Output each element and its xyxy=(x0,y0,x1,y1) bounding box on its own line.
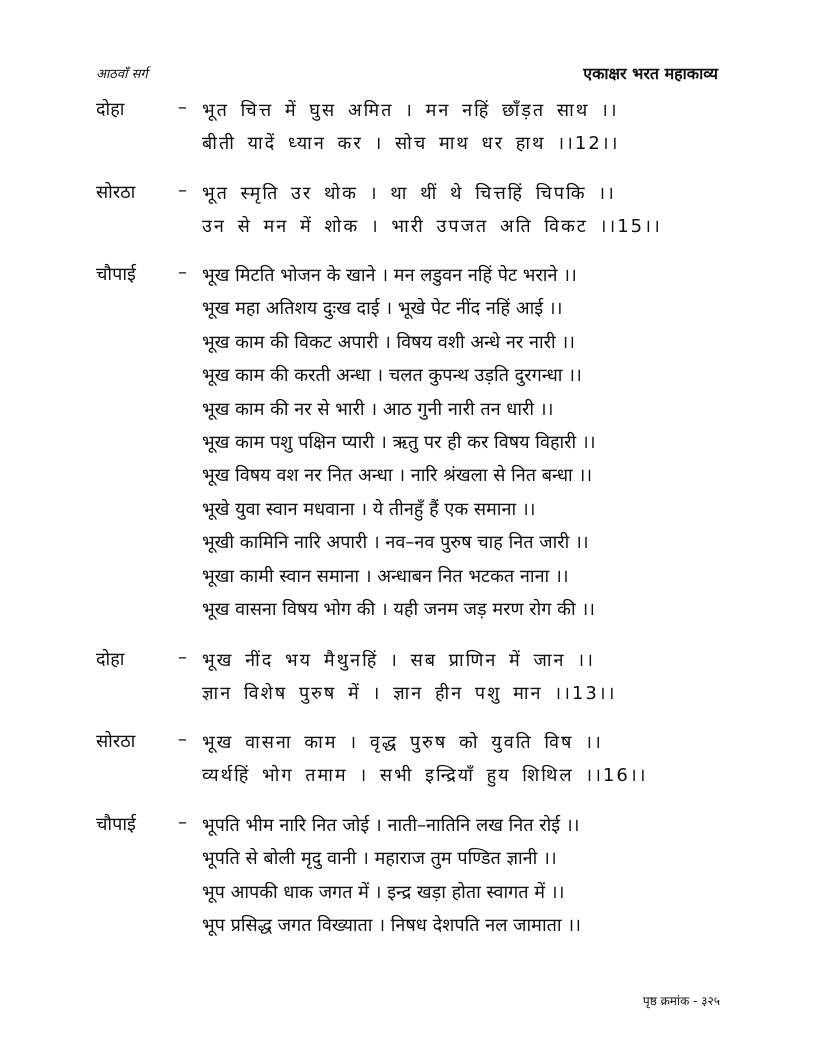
verse-type-label: चौपाई xyxy=(96,814,136,835)
verse-line: भूख काम की नर से भारी । आठ गुनी नारी तन धारी ।। xyxy=(202,398,554,420)
label-dash: – xyxy=(178,262,187,283)
verse-line: भूख काम की करती अन्धा । चलत कुपन्थ उड़ति दुरगन्धा ।। xyxy=(202,365,582,387)
label-dash: – xyxy=(178,812,187,833)
verse-type-label: चौपाई xyxy=(96,264,136,285)
book-title: एकाक्षर भरत महाकाव्य xyxy=(583,64,718,83)
label-dash: – xyxy=(178,729,187,750)
verse-lines xyxy=(202,729,720,796)
verse-line: भूख महा अतिशय दुःख दाई । भूखे पेट नींद नहिं आई ।। xyxy=(202,298,563,320)
verse-line: उन से मन में शोक । भारी उपजत अति विकट ।।15।। xyxy=(202,216,662,238)
verse-lines xyxy=(202,180,720,247)
label-dash: – xyxy=(178,97,187,118)
verse-line: भूपति से बोली मृदु वानी । महाराज तुम पण्डित ज्ञानी ।। xyxy=(202,848,557,870)
verse-line: बीती यादें ध्यान कर । सोच माथ धर हाथ ।।12।। xyxy=(202,133,620,155)
verse-type-label: दोहा xyxy=(96,649,125,670)
verse-lines xyxy=(202,262,720,629)
verse-lines xyxy=(202,647,720,714)
chapter-title: आठवाँ सर्ग xyxy=(96,67,148,82)
verse-line: भूख वासना काम । वृद्ध पुरुष को युवति विष ।। xyxy=(202,732,603,753)
verse-line: भूत स्मृति उर थोक । था थीं थे चित्तहिं चिपकि ।। xyxy=(202,183,616,204)
verse-line: भूख काम पशु पक्षिन प्यारी । ऋतु पर ही कर विषय विहारी ।। xyxy=(202,431,596,453)
verse-line: भूत चित्त में घुस अमित । मन नहिं छाँड़त साथ ।। xyxy=(202,100,619,121)
verse-lines xyxy=(202,812,720,946)
verse-line: भूपति भीम नारि नित जोई । नाती–नातिनि लख नित रोई ।। xyxy=(202,815,580,836)
verse-line: भूप आपकी धाक जगत में । इन्द्र खड़ा होता स्वागत में ।। xyxy=(202,881,565,903)
verse-line: भूखा कामी स्वान समाना । अन्धाबन नित भटकत नाना ।। xyxy=(202,565,569,587)
verse-type-label: सोरठा xyxy=(96,182,136,203)
verse-lines xyxy=(202,97,720,164)
verse-line: व्यर्थहिं भोग तमाम । सभी इन्द्रियाँ हुय शिथिल ।।16।। xyxy=(202,765,648,787)
verse-line: भूख काम की विकट अपारी । विषय वशी अन्धे नर नारी ।। xyxy=(202,331,576,353)
verse-type-label: सोरठा xyxy=(96,731,136,752)
verse-line: भूख वासना विषय भोग की । यही जनम जड़ मरण रोग की ।। xyxy=(202,598,595,620)
label-dash: – xyxy=(178,180,187,201)
verse-line: भूख नींद भय मैथुनहिं । सब प्राणिन में जान ।। xyxy=(202,650,595,671)
verse-line: भूख मिटति भोजन के खाने । मन लडुवन नहिं पेट भराने ।। xyxy=(202,265,577,286)
verse-line: भूखी कामिनि नारि अपारी । नव–नव पुरुष चाह नित जारी ।। xyxy=(202,532,589,554)
verse-type-label: दोहा xyxy=(96,99,125,120)
verse-line: भूखे युवा स्वान मधवाना । ये तीनहुँ हैं एक समाना ।। xyxy=(202,498,536,520)
verse-line: भूप प्रसिद्ध जगत विख्याता । निषध देशपति नल जामाता ।। xyxy=(202,915,581,937)
verse-line: ज्ञान विशेष पुरुष में । ज्ञान हीन पशु मान ।।13।। xyxy=(202,683,617,705)
page-number: पृष्ठ क्रमांक - ३२५ xyxy=(642,994,720,1008)
verse-line: भूख विषय वश नर नित अन्धा । नारि श्रंखला से नित बन्धा ।। xyxy=(202,465,593,487)
label-dash: – xyxy=(178,647,187,668)
